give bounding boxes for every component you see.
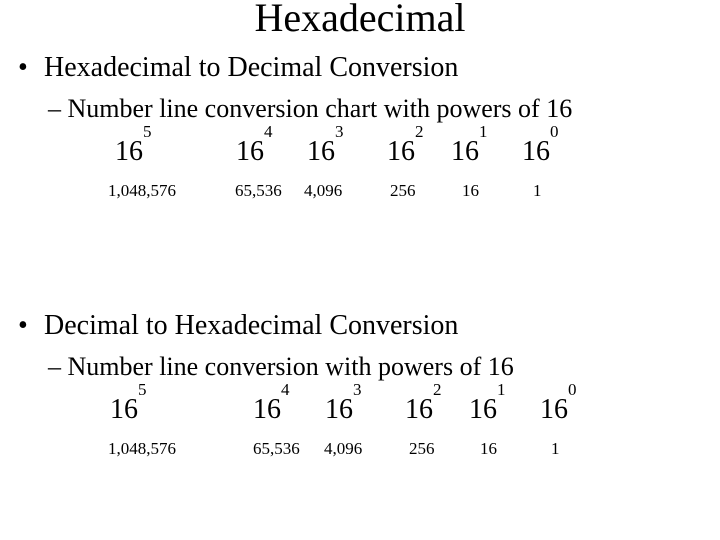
dash-icon: – <box>48 94 61 123</box>
section-2-power-16-0: $16^0$ <box>540 380 577 425</box>
bullet-icon: • <box>18 310 28 341</box>
section-1-power-16-4: $16^4$ <box>236 122 273 167</box>
slide-title: Hexadecimal <box>254 0 466 40</box>
section-1-value-16-5: 1,048,576 <box>108 181 176 200</box>
section-2-value-16-2: 256 <box>409 439 435 458</box>
section-2-value-16-1: 16 <box>480 439 497 458</box>
section-1-power-16-3: $16^3$ <box>307 122 344 167</box>
section-2-power-16-3: $16^3$ <box>325 380 362 425</box>
section-2-value-16-5: 1,048,576 <box>108 439 176 458</box>
section-2-heading: Decimal to Hexadecimal Conversion <box>44 310 459 341</box>
section-1-power-16-1: $16^1$ <box>451 122 488 167</box>
section-2-subheading: Number line conversion with powers of 16 <box>67 352 514 381</box>
dash-icon: – <box>48 352 61 381</box>
section-1-power-16-2: $16^2$ <box>387 122 424 167</box>
section-1-value-16-3: 4,096 <box>304 181 343 200</box>
section-2-subheading-row <box>48 352 514 382</box>
section-1-subheading: Number line conversion chart with powers of 16 <box>67 94 573 123</box>
bullet-icon: • <box>18 52 28 83</box>
section-1-power-16-0: $16^0$ <box>522 122 559 167</box>
section-1-heading-row <box>18 52 458 84</box>
section-2-value-16-0: 1 <box>551 439 560 458</box>
section-2-heading-row <box>18 310 458 342</box>
section-2-value-16-4: 65,536 <box>253 439 300 458</box>
section-2-value-16-3: 4,096 <box>324 439 363 458</box>
section-1-power-16-5: $16^5$ <box>115 122 152 167</box>
section-2-power-16-2: $16^2$ <box>405 380 442 425</box>
section-1-value-16-2: 256 <box>390 181 416 200</box>
section-1-subheading-row <box>48 94 572 124</box>
section-2-power-16-5: $16^5$ <box>110 380 147 425</box>
section-1-value-16-4: 65,536 <box>235 181 282 200</box>
section-2-power-16-4: $16^4$ <box>253 380 290 425</box>
section-1-value-16-1: 16 <box>462 181 479 200</box>
section-2-power-16-1: $16^1$ <box>469 380 506 425</box>
section-1-heading: Hexadecimal to Decimal Conversion <box>44 52 459 83</box>
section-1-value-16-0: 1 <box>533 181 542 200</box>
